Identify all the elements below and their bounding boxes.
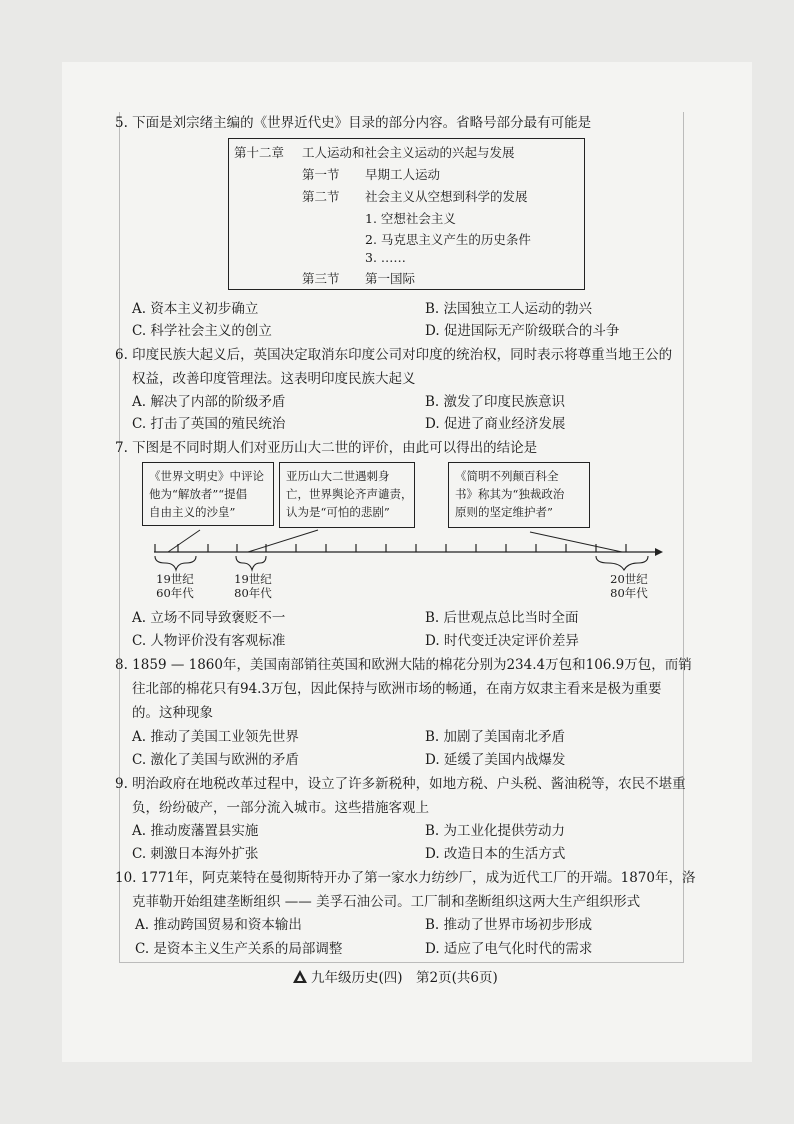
page-footer: [292, 966, 498, 988]
toc-chapter-title: 工人运动和社会主义运动的兴起与发展: [302, 145, 515, 160]
toc-sub3: 3. ……: [365, 250, 406, 265]
q5-stem: 5. 下面是刘宗绪主编的《世界近代史》目录的部分内容。省略号部分最有可能是: [115, 115, 592, 131]
q6-option-d[interactable]: D. 促进了商业经济发展: [425, 416, 566, 432]
toc-sub2: 2. 马克思主义产生的历史条件: [365, 232, 531, 247]
q7-box-1: 《世界文明史》中评论 他为“解放者”“提倡 自由主义的沙皇”: [142, 462, 274, 526]
q6-option-c[interactable]: C. 打击了英国的殖民统治: [132, 416, 286, 432]
q5-option-a[interactable]: A. 资本主义初步确立: [132, 301, 259, 317]
q9-option-c[interactable]: C. 刺激日本海外扩张: [132, 846, 259, 862]
toc-chapter-num: 第十二章: [234, 145, 285, 160]
toc-section2-num: 第二节: [302, 189, 340, 204]
timeline-label-20c-80s: 20世纪 80年代: [610, 572, 648, 600]
q8-stem-line3: 的。这种现象: [132, 705, 213, 721]
q9-option-a[interactable]: A. 推动废藩置县实施: [132, 823, 259, 839]
q8-stem-line1: 8. 1859 — 1860年，美国南部销往英国和欧洲大陆的棉花分别为234.4万包和106.9万包，而销: [115, 657, 692, 673]
q7-option-a[interactable]: A. 立场不同导致褒贬不一: [132, 610, 286, 626]
q7-box-3: 《简明不列颠百科全 书》称其为“独裁政治 原则的坚定维护者”: [448, 462, 590, 528]
footer-text: 九年级历史(四) 第2页(共6页): [311, 970, 498, 986]
q8-option-d[interactable]: D. 延缓了美国内战爆发: [425, 752, 566, 768]
q7-box-2: 亚历山大二世遇刺身 亡，世界舆论齐声谴责， 认为是“可怕的悲剧”: [279, 462, 415, 528]
brace-19c-60s: [155, 556, 196, 570]
q8-option-c[interactable]: C. 激化了美国与欧洲的矛盾: [132, 752, 299, 768]
q10-option-b[interactable]: B. 推动了世界市场初步形成: [425, 917, 593, 933]
toc-section3-title: 第一国际: [365, 271, 416, 286]
connector-box1: [168, 530, 200, 552]
toc-section3-num: 第三节: [302, 271, 340, 286]
q6-stem-line1: 6. 印度民族大起义后，英国决定取消东印度公司对印度的统治权，同时表示将尊重当地王公的: [115, 347, 673, 363]
q6-option-a[interactable]: A. 解决了内部的阶级矛盾: [132, 394, 286, 410]
q7-stem: 7. 下图是不同时期人们对亚历山大二世的评价，由此可以得出的结论是: [115, 440, 538, 456]
connector-box2: [248, 530, 318, 552]
timeline-label-19c-80s: 19世纪 80年代: [234, 572, 272, 600]
q8-stem-line2: 往北部的棉花只有94.3万包，因此保持与欧洲市场的畅通，在南方奴隶主看来是极为重要: [132, 681, 662, 697]
connector-box3: [530, 532, 622, 552]
q10-option-a[interactable]: A. 推动跨国贸易和资本输出: [135, 917, 302, 933]
q5-option-d[interactable]: D. 促进国际无产阶级联合的斗争: [425, 323, 620, 339]
q10-stem-line1: 10. 1771年，阿克莱特在曼彻斯特开办了第一家水力纺纱厂，成为近代工厂的开端。1870年，洛: [115, 870, 696, 886]
timeline-ticks: [155, 544, 626, 552]
toc-section2-title: 社会主义从空想到科学的发展: [365, 189, 528, 204]
q5-option-b[interactable]: B. 法国独立工人运动的勃兴: [425, 301, 593, 317]
q8-option-b[interactable]: B. 加剧了美国南北矛盾: [425, 729, 566, 745]
q5-option-c[interactable]: C. 科学社会主义的创立: [132, 323, 272, 339]
q9-stem-line1: 9. 明治政府在地税改革过程中，设立了许多新税种，如地方税、户头税、酱油税等，农民不堪重: [115, 776, 686, 792]
q7-option-b[interactable]: B. 后世观点总比当时全面: [425, 610, 579, 626]
brace-20c-80s: [596, 556, 648, 570]
timeline-arrowhead: [655, 548, 663, 556]
q8-option-a[interactable]: A. 推动了美国工业领先世界: [132, 729, 299, 745]
q10-option-d[interactable]: D. 适应了电气化时代的需求: [425, 941, 593, 957]
toc-section1-num: 第一节: [302, 167, 340, 182]
q6-option-b[interactable]: B. 激发了印度民族意识: [425, 394, 566, 410]
q10-stem-line2: 克菲勒开始组建垄断组织 —— 美孚石油公司。工厂制和垄断组织这两大生产组织形式: [132, 894, 641, 910]
q7-option-c[interactable]: C. 人物评价没有客观标准: [132, 633, 286, 649]
q9-option-b[interactable]: B. 为工业化提供劳动力: [425, 823, 566, 839]
q6-stem-line2: 权益，改善印度管理法。这表明印度民族大起义: [132, 371, 416, 387]
toc-sub1: 1. 空想社会主义: [365, 211, 456, 226]
q7-option-d[interactable]: D. 时代变迁决定评价差异: [425, 633, 579, 649]
q9-stem-line2: 负，纷纷破产，一部分流入城市。这些措施客观上: [132, 800, 429, 816]
brace-19c-80s: [236, 556, 266, 570]
q10-option-c[interactable]: C. 是资本主义生产关系的局部调整: [135, 941, 343, 957]
q9-option-d[interactable]: D. 改造日本的生活方式: [425, 846, 566, 862]
triangle-logo-icon: [292, 969, 308, 988]
toc-section1-title: 早期工人运动: [365, 167, 441, 182]
timeline-label-19c-60s: 19世纪 60年代: [156, 572, 194, 600]
